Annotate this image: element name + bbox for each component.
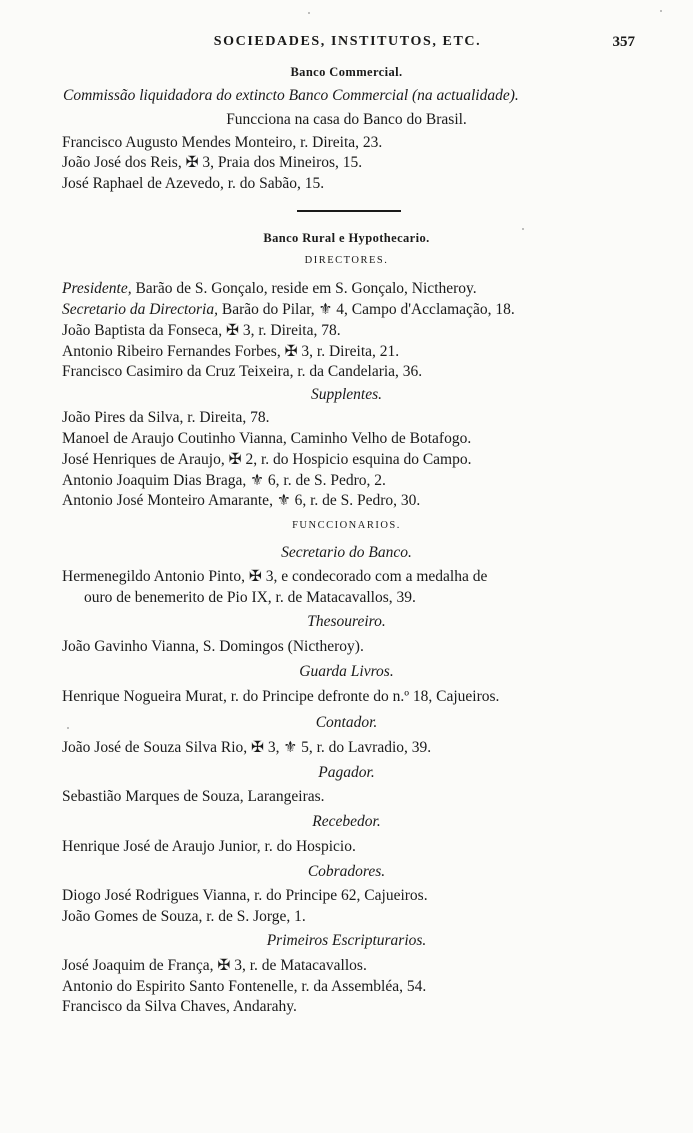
list-item: Henrique Nogueira Murat, r. do Principe defronte do n.º 18, Cajueiros. <box>62 688 500 705</box>
list-item: Antonio do Espirito Santo Fontenelle, r. da Assembléa, 54. <box>62 978 427 995</box>
pagador-heading: Pagador. <box>318 764 375 781</box>
list-item: João José de Souza Silva Rio, ✠ 3, ⚜ 5, r. do Lavradio, 39. <box>62 739 432 756</box>
list-item: Henrique José de Araujo Junior, r. do Hospicio. <box>62 838 356 855</box>
scan-speck <box>67 727 69 729</box>
list-item: Manoel de Araujo Coutinho Vianna, Caminho Velho de Botafogo. <box>62 430 472 447</box>
list-item: João Pires da Silva, r. Direita, 78. <box>62 409 270 426</box>
list-item: João José dos Reis, ✠ 3, Praia dos Mineiros, 15. <box>62 154 363 171</box>
supplentes-heading: Supplentes. <box>310 386 383 403</box>
secretario-line <box>62 300 637 320</box>
list-item: João Baptista da Fonseca, ✠ 3, r. Direita, 78. <box>62 322 341 339</box>
presidente-label: Presidente, <box>62 280 132 297</box>
thesoureiro-heading: Thesoureiro. <box>307 613 386 630</box>
secretario-label: Secretario da Directoria, <box>62 301 218 318</box>
guarda-livros-heading: Guarda Livros. <box>299 663 394 680</box>
recebedor-heading: Recebedor. <box>312 813 381 830</box>
header-title: SOCIEDADES, INSTITUTOS, ETC. <box>213 34 482 49</box>
secretario-banco-heading: Secretario do Banco. <box>281 544 412 561</box>
list-item-continuation: ouro de benemerito de Pio IX, r. de Matacavallos, 39. <box>84 589 416 606</box>
contador-heading: Contador. <box>315 714 378 731</box>
presidente-text: Barão de S. Gonçalo, reside em S. Gonçalo, Nictheroy. <box>135 280 477 297</box>
escripturarios-heading: Primeiros Escripturarios. <box>266 932 427 949</box>
section-divider <box>297 210 401 212</box>
list-item: Antonio José Monteiro Amarante, ⚜ 6, r. de S. Pedro, 30. <box>62 492 421 509</box>
list-item: Diogo José Rodrigues Vianna, r. do Principe 62, Cajueiros. <box>62 887 428 904</box>
page-number: 357 <box>612 34 635 50</box>
list-item: Hermenegildo Antonio Pinto, ✠ 3, e condecorado com a medalha de <box>62 568 488 585</box>
list-item: João Gavinho Vianna, S. Domingos (Nictheroy). <box>62 638 364 655</box>
section-subtitle: Commissão liquidadora do extincto Banco Commercial (na actualidade). <box>63 87 519 104</box>
secretario-text: Barão do Pilar, ⚜ 4, Campo d'Acclamação, 18. <box>221 301 515 318</box>
section-note: Funcciona na casa do Banco do Brasil. <box>226 111 467 128</box>
list-item: Antonio Joaquim Dias Braga, ⚜ 6, r. de S. Pedro, 2. <box>62 472 386 489</box>
funccionarios-heading: FUNCCIONARIOS. <box>292 520 401 531</box>
list-item: José Raphael de Azevedo, r. do Sabão, 15. <box>62 175 325 192</box>
scan-speck <box>660 10 662 12</box>
list-item: Francisco Augusto Mendes Monteiro, r. Direita, 23. <box>62 134 383 151</box>
section-title-banco-commercial: Banco Commercial. <box>290 65 403 79</box>
scan-speck <box>308 12 310 14</box>
running-header <box>60 34 635 54</box>
list-item: José Henriques de Araujo, ✠ 2, r. do Hospicio esquina do Campo. <box>62 451 472 468</box>
list-item: Francisco Casimiro da Cruz Teixeira, r. da Candelaria, 36. <box>62 363 423 380</box>
scan-speck <box>522 228 524 230</box>
section-title-banco-rural: Banco Rural e Hypothecario. <box>263 231 430 245</box>
directores-heading: DIRECTORES. <box>304 255 389 266</box>
list-item: Francisco da Silva Chaves, Andarahy. <box>62 998 297 1015</box>
presidente-line <box>62 279 637 299</box>
cobradores-heading: Cobradores. <box>307 863 386 880</box>
list-item: José Joaquim de França, ✠ 3, r. de Matacavallos. <box>62 957 367 974</box>
list-item: Sebastião Marques de Souza, Larangeiras. <box>62 788 325 805</box>
list-item: João Gomes de Souza, r. de S. Jorge, 1. <box>62 908 306 925</box>
list-item: Antonio Ribeiro Fernandes Forbes, ✠ 3, r. Direita, 21. <box>62 343 400 360</box>
